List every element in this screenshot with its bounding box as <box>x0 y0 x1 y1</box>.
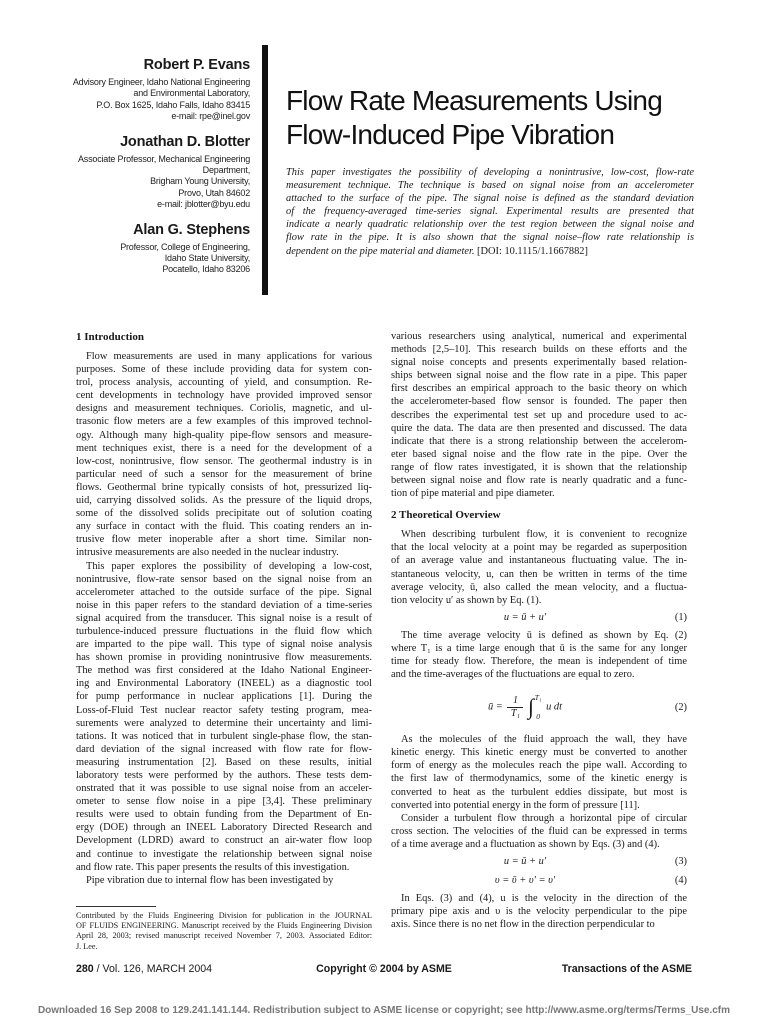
footnote-line: April 28, 2003; revised manuscript received November 7, 2003. Associated Editor: <box>76 931 372 941</box>
text-line: intrusive measurements are also needed in the nuclear industry. <box>76 547 339 559</box>
author-affiliation: Associate Professor, Mechanical Engineering <box>78 153 250 164</box>
equation-number: (4) <box>674 875 687 887</box>
text-line: of an average value and instantaneous fluctuating value. The in- <box>391 555 687 567</box>
footnote-rule <box>76 906 156 907</box>
text-line: primary pipe axis and υ is the velocity perpendicular to the pipe <box>391 906 687 918</box>
text-line: the first law of thermodynamics, some of the kinetic energy is <box>391 773 687 785</box>
text-line: signal noise concepts and presents experimentally based relation- <box>391 357 687 369</box>
text-line: are imparted to the pipe wall. This type of signal noise analysis <box>76 639 372 651</box>
author-name: Jonathan D. Blotter <box>120 133 250 150</box>
equation-1 <box>391 610 687 626</box>
abstract-line: This paper investigates the possibility of developing a nonintrusive, low-cost, flow-rate <box>286 167 694 178</box>
author-email: e-mail: rpe@inel.gov <box>171 111 250 122</box>
abstract-line: indicate a nearly quadratic relationship over the test region between the signal noise and <box>286 219 694 231</box>
volume-info: / Vol. 126, MARCH 2004 <box>93 963 213 975</box>
author-affiliation: P.O. Box 1625, Idaho Falls, Idaho 83415 <box>96 99 250 110</box>
page-number: 280 <box>76 963 94 975</box>
author-affiliation: and Environmental Laboratory, <box>133 88 250 99</box>
text-line: where T₁ is a time large enough that ū is the same for any longer <box>391 642 687 654</box>
text-line: of a time average and a fluctuation as shown by Eqs. (3) and (4). <box>391 838 660 850</box>
text-line: cent developments in technology have provided improved sensor <box>76 390 372 402</box>
text-line: range of flow rates investigated, it is shown that the relationship <box>391 461 687 473</box>
text-line: particular need of such a sensor for the measurement of brine <box>76 468 372 480</box>
paragraph <box>391 892 687 931</box>
footnote-line: Contributed by the Fluids Engineering Division for publication in the JOURNAL <box>76 911 372 920</box>
text-line: and flow rate. This paper presents the results of this investigation. <box>76 861 350 873</box>
author-3 <box>60 221 250 276</box>
author-affiliation: Brigham Young University, <box>150 176 250 187</box>
abstract-line: of the frequency-averaged time-series signal. Experimental results are presented that <box>286 206 694 218</box>
text-line: trasonic flow meters are a few examples of this improved technol- <box>76 416 372 428</box>
text-line: and continue to investigate the relationship between signal noise <box>76 848 372 860</box>
text-line: This paper explores the possibility of developing a low-cost, <box>86 560 372 572</box>
text-line: methods [2,5–10]. This research builds on these efforts and the <box>391 344 687 356</box>
text-line: flows. Geothermal brine typically consists of hot, pressurized liq- <box>76 481 372 493</box>
text-line: that the local velocity at a point may be regarded as superposition <box>391 542 687 554</box>
text-line: form of energy as the molecules reach the pipe wall. According to <box>391 760 687 772</box>
equation-3 <box>391 854 687 870</box>
text-line: between signal noise and flow rate is nearly quadratic and a func- <box>391 475 687 487</box>
text-line: time for steady flow. Therefore, the mean is independent of time <box>391 655 687 667</box>
text-line: trol, process analysis, accounting of yield, and consumption. Re- <box>76 377 372 389</box>
paper-title <box>286 84 706 152</box>
text-line: low-cost, nonintrusive, flow sensor. The geothermal industry is in <box>76 455 372 467</box>
text-line: some of the dissolved solids precipitate out of solution coating <box>76 508 372 520</box>
equation-number: (2) <box>674 701 687 713</box>
abstract-text: dependent on the pipe material and diameter. <box>286 245 475 257</box>
doi: [DOI: 10.1115/1.1667882] <box>474 245 588 257</box>
text-line: noise in this paper refers to the standard deviation of a time-series <box>76 599 372 611</box>
section-heading: 1 Introduction <box>76 331 144 343</box>
text-line: nonintrusive, flow-rate sensor based on the signal noise from an <box>76 573 372 585</box>
text-line: trusive flow meter inoperable after a short time. Similar non- <box>76 534 372 546</box>
footnote-line: J. Lee. <box>76 941 98 951</box>
text-line: dard deviation of the signal increased with flow rate for flow- <box>76 743 372 755</box>
text-line: Development (LDRD) award to construct an air-water flow loop <box>76 835 372 847</box>
upper-limit: T₁ <box>534 693 542 703</box>
text-line: results were used to obtain funding from the Department of En- <box>76 809 372 821</box>
footnote-line: OF FLUIDS ENGINEERING. Manuscript received by the Fluids Engineering Division <box>76 921 372 931</box>
author-affiliation: Department, <box>202 165 250 176</box>
text-line: the accelerometer-based flow sensor is founded. The paper then <box>391 396 687 408</box>
left-column <box>76 330 372 887</box>
equation-body: u = ū + u′ <box>503 612 547 624</box>
equation-body: u = ū + u′ <box>503 856 547 868</box>
text-line: designs and measurement techniques. Coriolis, magnetic, and ul- <box>76 403 372 415</box>
title-line: Flow-Induced Pipe Vibration <box>286 119 615 150</box>
text-line: onstrated that it was possible to use signal noise from an acceler- <box>76 783 372 795</box>
text-line: The time average velocity ū is defined as shown by Eq. (2) <box>401 629 687 641</box>
section-heading: 2 Theoretical Overview <box>391 509 501 522</box>
text-line: tion velocity u′ as shown by Eq. (1). <box>391 594 542 606</box>
author-affiliation: Professor, College of Engineering, <box>120 241 250 252</box>
text-line: converted to heat as the turbulent eddies dissipate, but most is <box>391 786 687 798</box>
text-line: and the time-averages of the fluctuations are equal to zero. <box>391 669 635 681</box>
spacer <box>391 500 687 508</box>
equation-lhs: ū = <box>488 701 503 713</box>
text-line: ships between signal noise and the flow rate in a pipe. This paper <box>391 370 687 382</box>
text-line: Consider a turbulent flow through a horizontal pipe of circular <box>401 812 687 824</box>
paragraph <box>391 330 687 500</box>
text-line: cross section. The velocities of the fluid can be expressed in terms <box>391 825 687 837</box>
abstract-line: attached to the surface of the pipe. The signal noise is defined as the standard deviation <box>286 193 694 205</box>
text-line: eter based signal noise and the flow rate in the pipe. Over the <box>391 448 687 460</box>
copyright: Copyright © 2004 by ASME <box>316 963 452 975</box>
author-affiliation: Idaho State University, <box>164 253 250 264</box>
text-line: indicate that there is a strong relationship between the accelerom- <box>391 435 687 447</box>
download-notice: Downloaded 16 Sep 2008 to 129.241.141.144. Redistribution subject to ASME license or copyright; see http://www.asme.org/terms/Terms_Use.cfm <box>37 1005 731 1016</box>
integrand: u dt <box>546 701 562 713</box>
text-line: converted into potential energy in the form of pressure [11]. <box>391 799 640 811</box>
abstract-line: flow rate in the pipe. It is also shown that the signal noise–flow rate relationship is <box>286 232 694 244</box>
fraction-numerator: 1 <box>512 694 518 706</box>
abstract-line <box>286 246 694 259</box>
running-footer <box>76 963 692 977</box>
text-line: any surface in contact with the fluid. This coating renders an in- <box>76 521 372 533</box>
text-line: ergy (DOE) through an INEEL Laboratory Directed Research and <box>76 822 372 834</box>
text-line: As the molecules of the fluid approach the wall, they have <box>401 734 687 746</box>
text-line: ometer to sense flow noise in a pipe [3,4]. These preliminary <box>76 796 372 808</box>
text-line: signal acquired from the transducer. This signal noise is a result of <box>76 612 372 624</box>
text-line: quire the data. The data are then presented and discussed. The data <box>391 422 687 434</box>
text-line: Pipe vibration due to internal flow has been investigated by <box>86 874 334 886</box>
paragraph <box>391 629 687 681</box>
author-affiliation: Pocatello, Idaho 83206 <box>162 264 250 275</box>
footnote <box>76 906 372 952</box>
text-line: for pump performance in nuclear applications [1]. During the <box>76 691 372 703</box>
text-line: purposes. Some of these include providing data for system con- <box>76 364 372 376</box>
integral-limits <box>535 693 542 721</box>
abstract <box>286 167 694 259</box>
paragraph <box>391 733 687 851</box>
text-line: ing and Environmental Laboratory (INEEL) as a diagnostic tool <box>76 678 372 690</box>
paragraph <box>391 528 687 607</box>
author-email: e-mail: jblotter@byu.edu <box>157 199 250 210</box>
right-column <box>391 330 687 931</box>
author-1 <box>60 56 250 123</box>
fraction-denominator: T₁ <box>510 707 520 719</box>
text-line: Flow measurements are used in many applications for various <box>86 351 372 362</box>
author-name: Alan G. Stephens <box>133 221 250 238</box>
text-line: ogy. Although many high-quality pipe-flow sensors and measure- <box>76 429 372 441</box>
abstract-line: measurement technique. The technique is based on signal noise from an accelerometer <box>286 180 694 192</box>
text-line: In Eqs. (3) and (4), u is the velocity in the direction of the <box>401 893 687 904</box>
text-line: describes the experimental test set up and procedure used to ac- <box>391 409 687 421</box>
author-affiliation: Advisory Engineer, Idaho National Engineering <box>72 77 250 87</box>
text-line: accelerometer attached to the outside surface of the pipe. Signal <box>76 586 372 598</box>
text-line: turbulence-induced pressure fluctuations in the fluid flow which <box>76 625 372 637</box>
header-divider-bar <box>262 45 268 295</box>
text-line: When describing turbulent flow, it is convenient to recognize <box>401 529 687 541</box>
text-line: ment techniques exist, there is a need for the development of a <box>76 442 372 454</box>
author-name: Robert P. Evans <box>143 57 250 73</box>
fraction <box>507 695 523 720</box>
lower-limit: 0 <box>536 712 540 722</box>
text-line: tations. It was noticed that in turbulent single-phase flow, the stan- <box>76 730 372 742</box>
equation-4 <box>391 873 687 889</box>
author-block <box>60 56 250 286</box>
equation-number: (1) <box>674 612 687 624</box>
text-line: stantaneous velocity, u, can then be written in terms of the time <box>391 568 687 580</box>
text-line: various researchers using analytical, numerical and experimental <box>391 331 687 342</box>
equation-2 <box>391 687 687 727</box>
journal-name: Transactions of the ASME <box>561 963 692 975</box>
text-line: first describes an empirical approach to the basic theory on which <box>391 383 687 395</box>
text-line: surements were analyzed to determine their uncertainty and limi- <box>76 717 372 729</box>
text-line: kinetic energy. This kinetic energy must be converted to another <box>391 747 687 759</box>
equation-body: υ = ῡ + υ′ = υ′ <box>494 875 556 887</box>
text-line: measuring instrumentation [2]. Based on these results, initial <box>76 756 372 768</box>
equation-number: (3) <box>674 856 687 868</box>
integral-sign: ∫ <box>528 694 535 720</box>
text-line: uid, carrying dissolved solids. As the pressure of the liquid drops, <box>76 495 372 507</box>
text-line: The method was first considered at the Idaho National Engineer- <box>76 665 372 677</box>
text-line: axis. Since there is no net flow in the direction perpendicular to <box>391 919 655 931</box>
introduction-text <box>76 350 372 887</box>
text-line: Loss-of-Fluid Test nuclear reactor safety testing program, mea- <box>76 704 372 716</box>
author-2 <box>60 133 250 211</box>
text-line: laboratory tests were performed by the authors. These tests dem- <box>76 770 372 781</box>
text-line: tion of pipe material and pipe diameter. <box>391 488 555 500</box>
author-affiliation: Provo, Utah 84602 <box>178 187 250 198</box>
title-line: Flow Rate Measurements Using <box>286 85 662 116</box>
text-line: average velocity, ū, also called the mean velocity, and a fluctua- <box>391 581 687 593</box>
text-line: has shown promise in providing nonintrusive flow measurements. <box>76 652 372 664</box>
equation-body <box>391 693 659 721</box>
